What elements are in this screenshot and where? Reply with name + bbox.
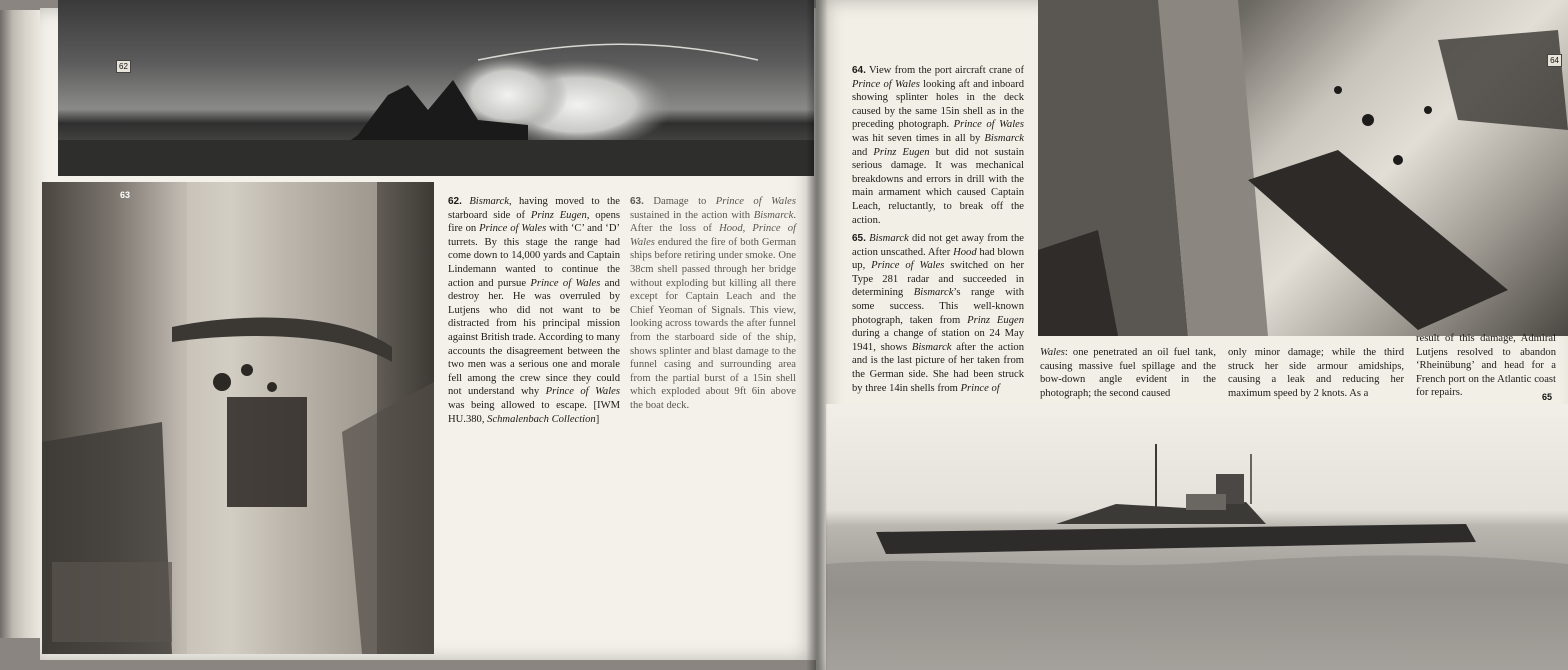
caption-62: [448, 195, 620, 426]
photo-65: [826, 392, 1568, 670]
plate-number-63: 63: [120, 190, 131, 200]
caption-65-col1: [852, 232, 1024, 395]
photo-64-scene: [1038, 0, 1568, 336]
photo-62: [58, 0, 814, 176]
plate-number-62: 62: [116, 60, 131, 73]
photo-63: [42, 182, 434, 654]
caption-63-text: Damage to Prince of Wales sustained in the action with Bismarck. After the loss of Hood, Prince of Wales endured the fire of both German ships before retiring under smoke. One 38cm shell passed through her bridge without exploding but killing all there except for Captain Leach and the Chief Yeoman of Signals. This view, looking across towards the after funnel from the starboard side of the ship, shows splinter and blast damage to the funnel casing and surrounding area from the partial burst of a 15in shell which exploded about 9ft 6in above the boat deck.: [630, 196, 796, 411]
caption-62-text: Bismarck, having moved to the starboard side of Prinz Eugen, opens fire on Prince of Wales with ‘C’ and ‘D’ turrets. By this stage the range had come down to 14,000 yards and Captain Lindemann wanted to continue the action and pursue Prince of Wales and destroy her. He was overruled by Lutjens who did not want to be distracted from his principal mission against British trade. According to many accounts the disagreement between the two men was a serious one and morale fell among the crew since they could not understand why Prince of Wales was being allowed to escape. [IWM HU.380, Schmalenbach Collection]: [448, 196, 621, 425]
caption-65-col4: [1416, 332, 1556, 400]
photo-63-scene: [42, 182, 434, 654]
caption-65-number: 65.: [852, 233, 866, 244]
plate-number-64: 64: [1547, 54, 1562, 67]
caption-65-text-3: only minor damage; while the third struck her side armour amidships, causing a leak and reducing her maximum speed by 2 knots. As a: [1228, 347, 1404, 399]
caption-65-text-4: result of this damage, Admiral Lutjens resolved to abandon ‘Rheinübung’ and head for a French port on the Atlantic coast for repairs.: [1416, 333, 1556, 399]
caption-64-number: 64.: [852, 65, 866, 76]
photo-65-scene: [826, 404, 1568, 670]
caption-62-number: 62.: [448, 196, 462, 207]
book-gutter: [806, 0, 828, 670]
caption-65-col3: [1228, 346, 1404, 400]
caption-64-text: View from the port aircraft crane of Prince of Wales looking aft and inboard showing splinter holes in the deck caused by the same 15in shell as in the preceding photograph. Prince of Wales was hit seven times in all by Bismarck and Prinz Eugen but did not sustain serious damage. It was mechanical breakdowns and errors in drill with the main armament which caused Captain Leach, reluctantly, to break off the action.: [852, 65, 1024, 226]
photo-64: [1038, 0, 1568, 336]
photo-62-scene: [58, 0, 814, 176]
caption-65-text-1: Bismarck did not get away from the action unscathed. After Hood had blown up, Prince of Wales switched on her Type 281 radar and succeeded in determining Bismarck’s range with some success. This well-known photograph, taken from Prinz Eugen during a change of station on 24 May 1941, shows Bismarck after the action and is the last picture of her taken from the German side. She had been struck by three 14in shells from Prince of: [852, 233, 1025, 394]
caption-63: [630, 195, 796, 413]
plate-number-65: 65: [1541, 392, 1552, 402]
caption-64: [852, 64, 1024, 227]
caption-65-col2: [1040, 346, 1216, 400]
caption-65-text-2: Wales: one penetrated an oil fuel tank, causing massive fuel spillage and the bow-down angle evident in the photograph; the second caused: [1040, 347, 1216, 399]
page-edge-stack: [0, 10, 42, 638]
caption-63-number: 63.: [630, 196, 644, 207]
